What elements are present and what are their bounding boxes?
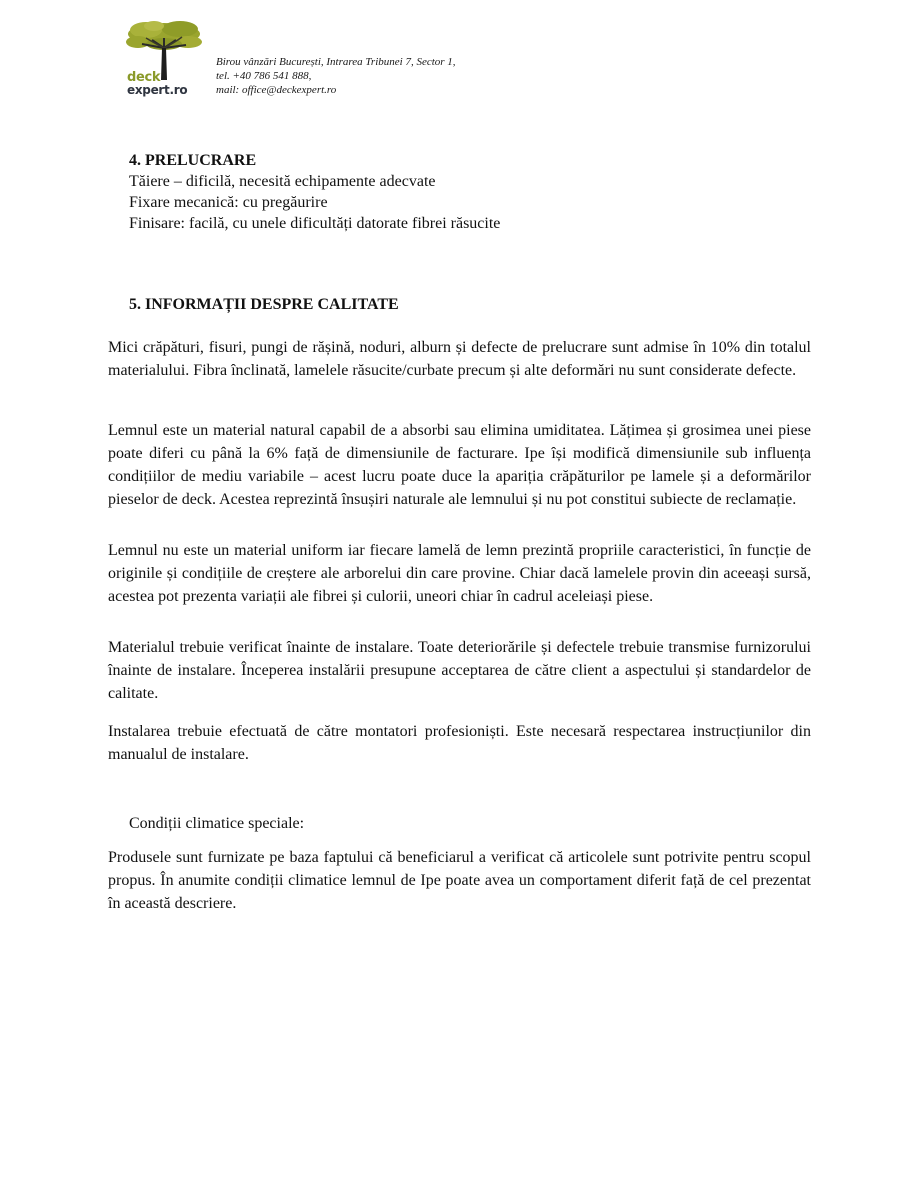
logo-wordmark <box>127 72 187 96</box>
logo-deck-text: deck <box>127 70 161 85</box>
quality-paragraph-verification: Materialul trebuie verificat înainte de instalare. Toate deteriorările și defectele trebuie transmise furnizorului înainte de instalare. Începerea instalării presupune acceptarea de către client a aspectului și standardelor de calitate. <box>108 639 811 702</box>
contact-block <box>216 55 456 97</box>
logo-expert-text: expert.ro <box>127 83 188 97</box>
processing-fixing: Fixare mecanică: cu pregăurire <box>129 194 328 211</box>
contact-address: Birou vânzări București, Intrarea Tribunei 7, Sector 1, <box>216 56 456 68</box>
climate-conditions-subheading: Condiții climatice speciale: <box>129 815 305 832</box>
section-processing <box>129 150 500 234</box>
section-5-title: 5. INFORMAȚII DESPRE CALITATE <box>129 296 399 313</box>
quality-paragraph-defects: Mici crăpături, fisuri, pungi de rășină, noduri, alburn și defecte de prelucrare sunt admise în 10% din totalul materialului. Fibra înclinată, lamelele răsucite/curbate precum și alte deformări nu sunt considerate defecte. <box>108 339 811 379</box>
page-header <box>124 18 544 100</box>
climate-conditions-paragraph: Produsele sunt furnizate pe baza faptului că beneficiarul a verificat că articolele sunt potrivite pentru scopul propus. În anumite condiții climatice lemnul de Ipe poate avea un comportament diferit față de cel prezentat în această descriere. <box>108 849 811 912</box>
company-logo <box>124 18 206 98</box>
quality-paragraph-moisture: Lemnul este un material natural capabil de a absorbi sau elimina umiditatea. Lățimea și grosimea unei piese poate diferi cu până la 6% față de dimensiunile de facturare. Ipe își modifică dimensiunile sub influența condițiilor de mediu variabile – acest lucru poate duce la apariția crăpăturilor pe lamele și a deformărilor pieselor de deck. Acestea reprezintă însușiri naturale ale lemnului și nu pot constitui subiecte de reclamație. <box>108 422 811 508</box>
contact-phone: tel. +40 786 541 888, <box>216 70 312 82</box>
contact-email: mail: office@deckexpert.ro <box>216 84 337 96</box>
quality-paragraph-installation: Instalarea trebuie efectuată de către montatori profesioniști. Este necesară respectarea instrucțiunilor din manualul de instalare. <box>108 723 811 763</box>
processing-cutting: Tăiere – dificilă, necesită echipamente adecvate <box>129 173 436 190</box>
processing-finishing: Finisare: facilă, cu unele dificultăți datorate fibrei răsucite <box>129 215 501 232</box>
section-4-title: 4. PRELUCRARE <box>129 152 257 169</box>
quality-paragraph-uniformity: Lemnul nu este un material uniform iar fiecare lamelă de lemn prezintă propriile caracteristici, în funcție de originile și condițiile de creștere ale arborelui din care provine. Chiar dacă lamelele provin din aceeași sursă, acestea pot prezenta variații ale fibrei și culorii, uneori chiar în cadrul aceleiași piese. <box>108 542 811 605</box>
